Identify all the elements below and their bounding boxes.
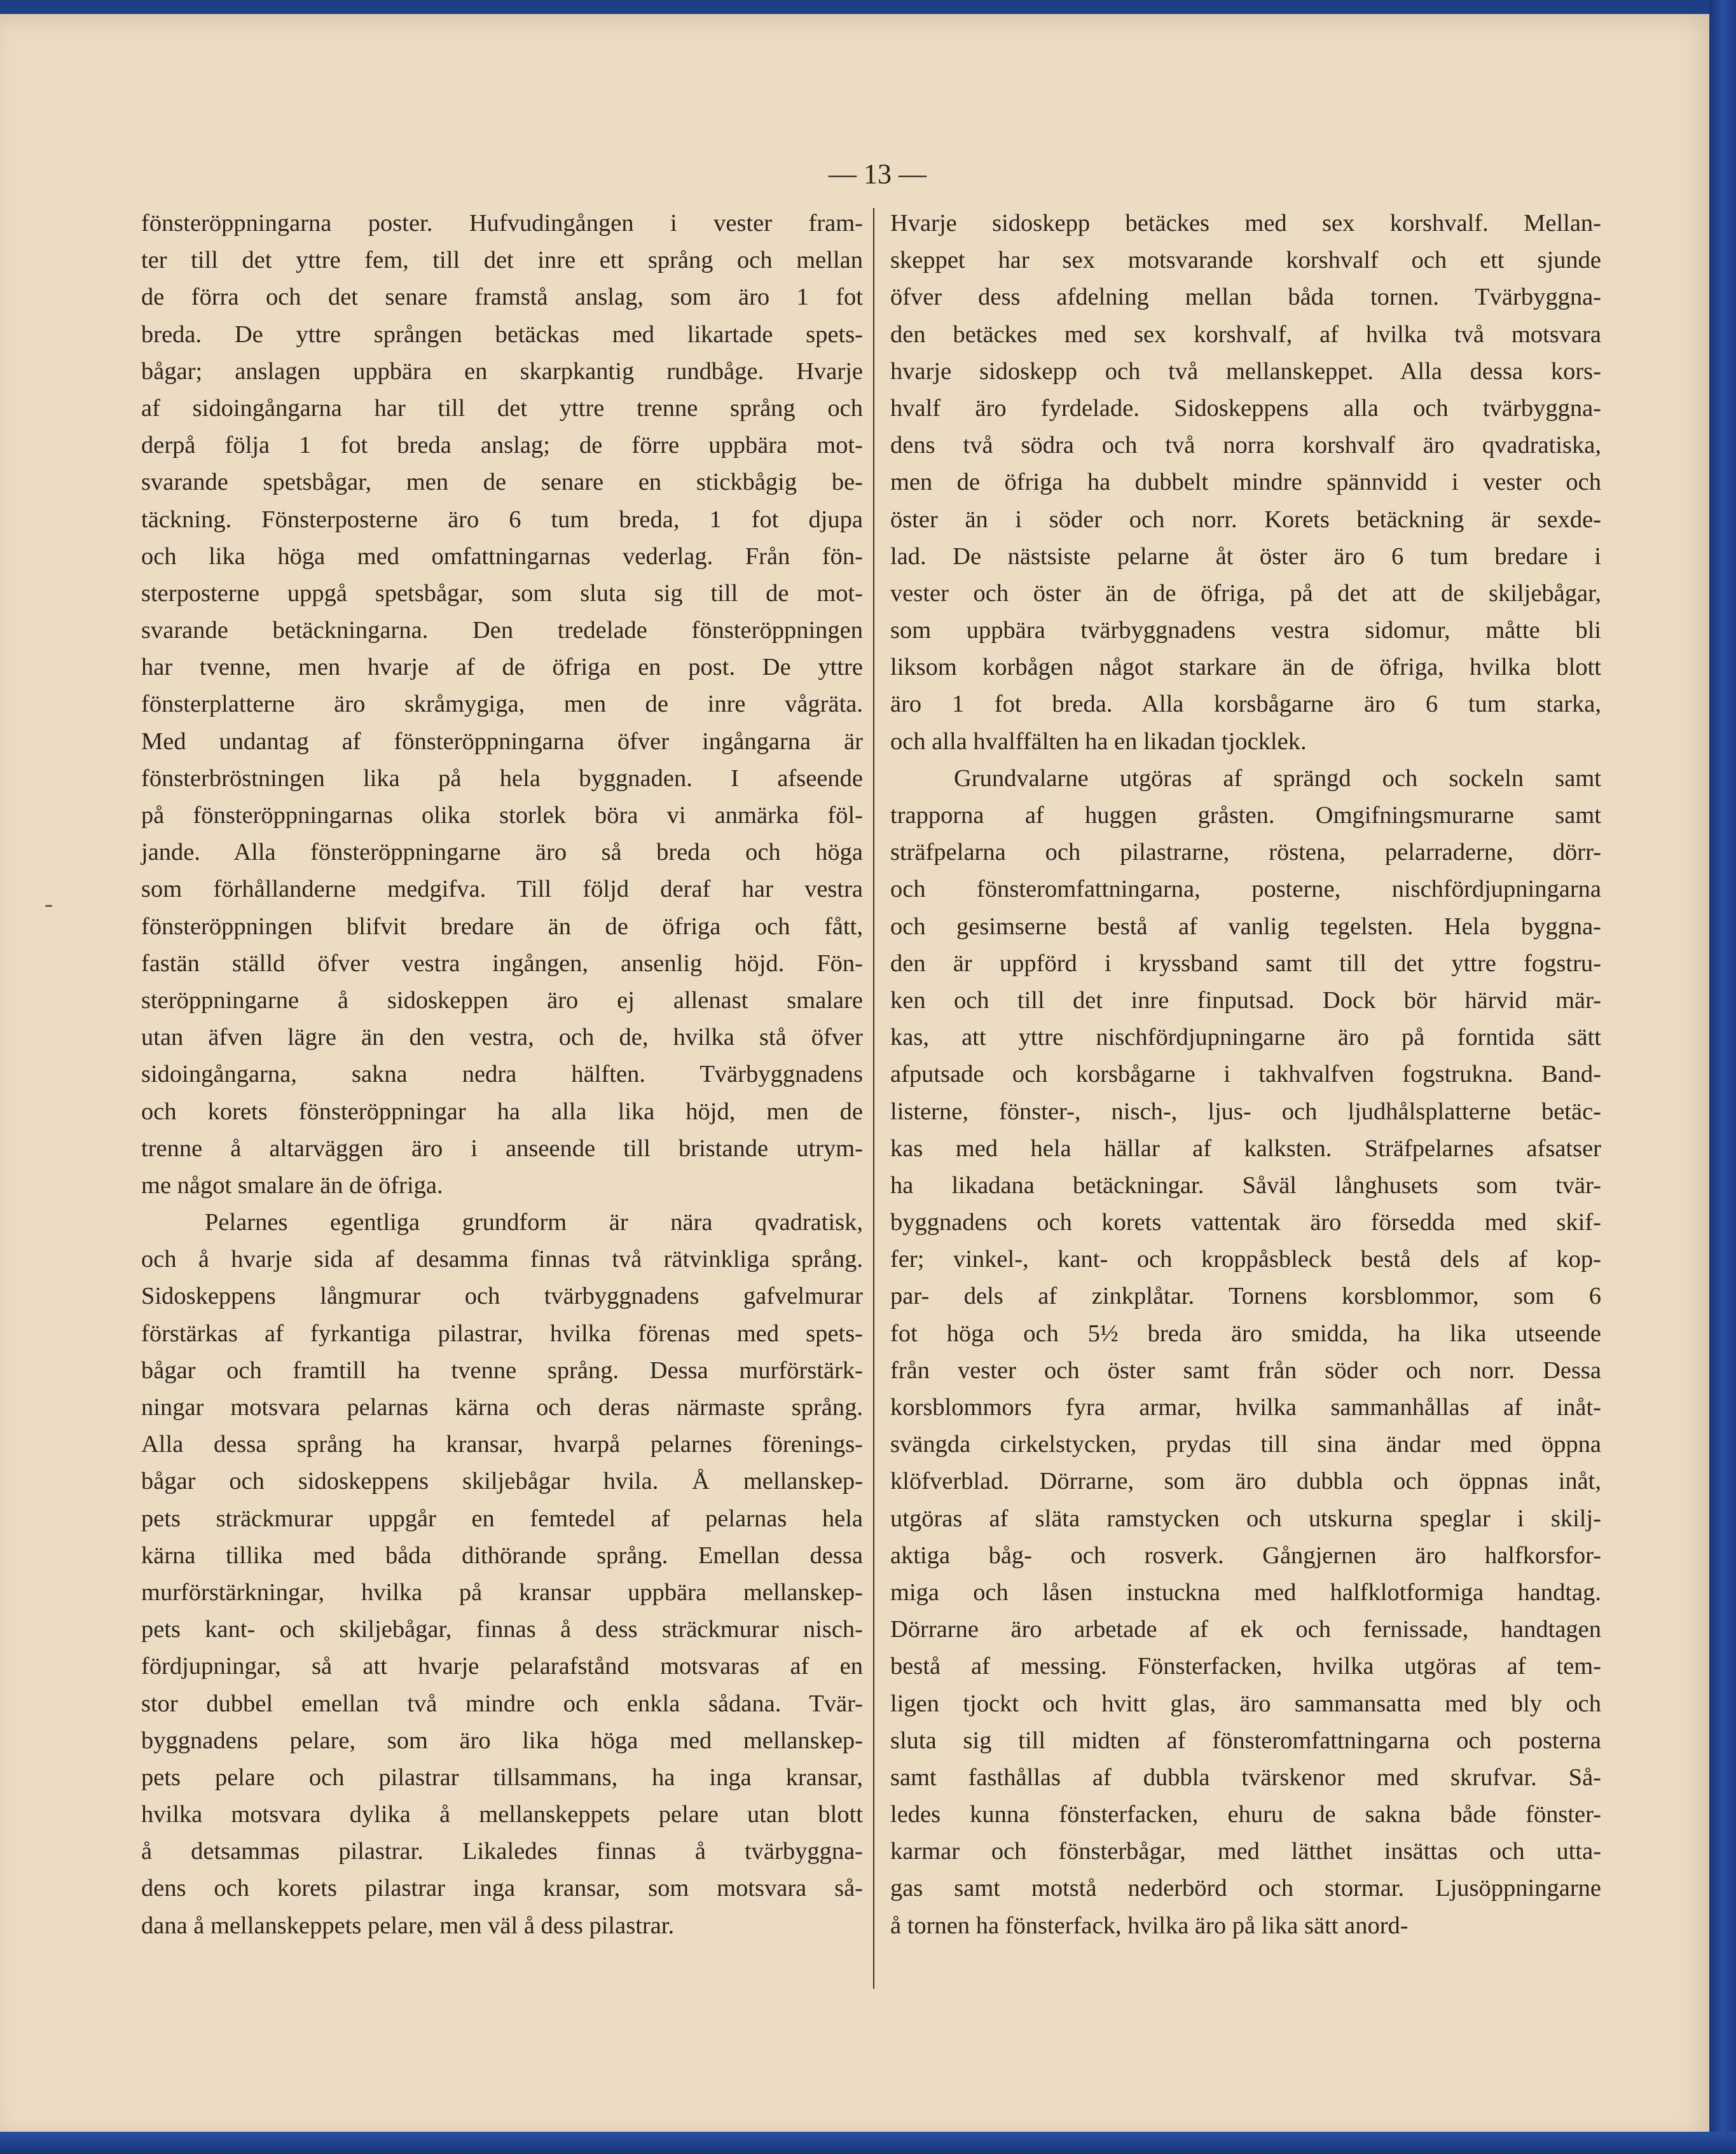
text-line: å tornen ha fönsterfack, hvilka äro på lika sätt anord- (890, 1912, 1409, 1939)
text-line: steröppningarne å sidoskeppen äro ej allenast smalare (141, 986, 863, 1014)
text-line: som förhållanderne medgifva. Till följd deraf har vestra (141, 876, 863, 903)
text-line: och alla hvalffälten ha en likadan tjocklek. (890, 728, 1307, 755)
text-line: skeppet har sex motsvarande korshvalf och ett sjunde (890, 247, 1601, 274)
text-line: ledes kunna fönsterfacken, ehuru de sakna både fönster- (890, 1801, 1601, 1828)
text-line: öster än i söder och norr. Korets betäckning är sexde- (890, 506, 1601, 533)
text-line: fönsteröppningarna poster. Hufvudingången i vester fram- (141, 210, 863, 237)
text-line: ter till det yttre fem, till det inre ett språng och mellan (141, 247, 863, 274)
text-line: par- dels af zinkplåtar. Tornens korsblommor, som 6 (890, 1283, 1601, 1310)
text-line: sluta sig till midten af fönsteromfattningarna och posterna (890, 1727, 1601, 1754)
text-line: dens två södra och två norra korshvalf äro qvadratiska, (890, 432, 1601, 459)
text-line: och korets fönsteröppningar ha alla lika höjd, men de (141, 1098, 863, 1125)
text-line: förstärkas af fyrkantiga pilastrar, hvilka förenas med spets- (141, 1320, 863, 1347)
right-column-paragraph (890, 205, 1601, 760)
text-line: korsblommors fyra armar, hvilka sammanhållas af inåt- (890, 1394, 1601, 1421)
text-line: äro 1 fot breda. Alla korsbågarne äro 6 tum starka, (890, 691, 1601, 718)
text-line: fot höga och 5½ breda äro smidda, ha lika utseende (890, 1320, 1601, 1347)
text-line: Pelarnes egentliga grundform är nära qvadratisk, (205, 1209, 863, 1236)
text-line: murförstärkningar, hvilka på kransar uppbära mellanskep- (141, 1578, 863, 1606)
text-line: svarande spetsbågar, men de senare en stickbågig be- (141, 469, 863, 496)
text-line: Med undantag af fönsteröppningarna öfver ingångarna är (141, 728, 863, 755)
text-line: Hvarje sidoskepp betäckes med sex korshvalf. Mellan- (890, 210, 1601, 237)
text-line: kas, att yttre nischfördjupningarne äro på forntida sätt (890, 1024, 1601, 1051)
text-line: kas med hela hällar af kalksten. Sträfpelarnes afsatser (890, 1135, 1601, 1162)
margin-mark: - (45, 889, 53, 918)
text-line: bågar och framtill ha tvenne språng. Dessa murförstärk- (141, 1357, 863, 1384)
page-number: — 13 — (829, 158, 927, 190)
text-line: och gesimserne bestå af vanlig tegelsten. Hela byggna- (890, 913, 1601, 940)
text-line: karmar och fönsterbågar, med lätthet insättas och utta- (890, 1838, 1601, 1865)
text-line: ligen tjockt och hvitt glas, äro sammansatta med bly och (890, 1690, 1601, 1717)
text-line: på fönsteröppningarnas olika storlek böra vi anmärka föl- (141, 802, 863, 829)
text-line: bågar och sidoskeppens skiljebågar hvila. Å mellanskep- (141, 1468, 863, 1495)
text-line: och fönsteromfattningarna, posterne, nischfördjupningarna (890, 876, 1601, 903)
text-line: pets sträckmurar uppgår en femtedel af pelarnas hela (141, 1505, 863, 1532)
text-line: och lika höga med omfattningarnas vederlag. Från fön- (141, 542, 863, 570)
text-line: den är uppförd i kryssband samt till det yttre fogstru- (890, 949, 1601, 977)
text-line: de förra och det senare framstå anslag, som äro 1 fot (141, 284, 863, 311)
text-line: liksom korbågen något starkare än de öfriga, hvilka blott (890, 654, 1601, 681)
text-line: aktiga båg- och rosverk. Gångjernen äro halfkorsfor- (890, 1542, 1601, 1569)
text-line: Alla dessa språng ha kransar, hvarpå pelarnes förenings- (141, 1431, 863, 1458)
text-line: byggnadens pelare, som äro lika höga med mellanskep- (141, 1727, 863, 1754)
text-line: fördjupningar, så att hvarje pelarafstånd motsvaras af en (141, 1653, 863, 1680)
text-line: listerne, fönster-, nisch-, ljus- och ljudhålsplatterne betäc- (890, 1098, 1601, 1125)
text-line: stor dubbel emellan två mindre och enkla sådana. Tvär- (141, 1690, 863, 1717)
text-line: trenne å altarväggen äro i anseende till bristande utrym- (141, 1135, 863, 1162)
binding-edge-right (1709, 0, 1736, 2154)
text-line: hvilka motsvara dylika å mellanskeppets pelare utan blott (141, 1801, 863, 1828)
text-line: har tvenne, men hvarje af de öfriga en post. De yttre (141, 654, 863, 681)
right-column-paragraph (890, 760, 1601, 1944)
text-line: sterposterne uppgå spetsbågar, som sluta sig till de mot- (141, 579, 863, 607)
left-column-paragraph (141, 205, 863, 1204)
text-line: ken och till det inre finputsad. Dock bör härvid mär- (890, 986, 1601, 1014)
text-line: fer; vinkel-, kant- och kroppåsbleck bestå dels af kop- (890, 1246, 1601, 1273)
text-line: sidoingångarna, sakna nedra hälften. Tvärbyggnadens (141, 1061, 863, 1088)
text-line: utan äfven lägre än den vestra, och de, hvilka stå öfver (141, 1024, 863, 1051)
text-line: klöfverblad. Dörrarne, som äro dubbla och öppnas inåt, (890, 1468, 1601, 1495)
text-line: sträfpelarna och pilastrarne, röstena, pelarraderne, dörr- (890, 839, 1601, 866)
text-line: pets pelare och pilastrar tillsammans, ha inga kransar, (141, 1764, 863, 1791)
text-line: hvalf äro fyrdelade. Sidoskeppens alla och tvärbyggna- (890, 394, 1601, 422)
text-line: kärna tillika med båda dithörande språng. Emellan dessa (141, 1542, 863, 1569)
text-line: afputsade och korsbågarne i takhvalfven fogstrukna. Band- (890, 1061, 1601, 1088)
text-line: svängda cirkelstycken, prydas till sina ändar med öppna (890, 1431, 1601, 1458)
text-line: derpå följa 1 fot breda anslag; de förre uppbära mot- (141, 432, 863, 459)
column-divider (873, 208, 874, 1989)
text-line: ningar motsvara pelarnas kärna och deras närmaste språng. (141, 1394, 863, 1421)
text-line: gas samt motstå nederbörd och stormar. Ljusöppningarne (890, 1875, 1601, 1902)
right-column (890, 205, 1601, 1944)
text-line: och å hvarje sida af desamma finnas två rätvinkliga språng. (141, 1246, 863, 1273)
text-line: Dörrarne äro arbetade af ek och fernissade, handtagen (890, 1616, 1601, 1643)
text-line: jande. Alla fönsteröppningarne äro så breda och höga (141, 839, 863, 866)
text-line: af sidoingångarna har till det yttre trenne språng och (141, 394, 863, 422)
text-line: pets kant- och skiljebågar, finnas å dess sträckmurar nisch- (141, 1616, 863, 1643)
text-line: breda. De yttre sprången betäckas med likartade spets- (141, 321, 863, 348)
text-line: trapporna af huggen gråsten. Omgifningsmurarne samt (890, 802, 1601, 829)
text-line: bågar; anslagen uppbära en skarpkantig rundbåge. Hvarje (141, 357, 863, 385)
text-line: ha likadana betäckningar. Såväl långhusets som tvär- (890, 1171, 1601, 1199)
text-line: å detsammas pilastrar. Likaledes finnas å tvärbyggna- (141, 1838, 863, 1865)
text-line: lad. De nästsiste pelarne åt öster äro 6 tum bredare i (890, 542, 1601, 570)
text-line: bestå af messing. Fönsterfacken, hvilka utgöras af tem- (890, 1653, 1601, 1680)
text-line: öfver dess afdelning mellan båda tornen. Tvärbyggna- (890, 284, 1601, 311)
text-line: miga och låsen instuckna med halfklotformiga handtag. (890, 1578, 1601, 1606)
text-line: som uppbära tvärbyggnadens vestra sidomur, måtte bli (890, 617, 1601, 644)
text-line: Sidoskeppens långmurar och tvärbyggnadens gafvelmurar (141, 1283, 863, 1310)
binding-edge-bottom (0, 2132, 1736, 2154)
text-line: den betäckes med sex korshvalf, af hvilka två motsvara (890, 321, 1601, 348)
text-line: utgöras af släta ramstycken och utskurna speglar i skilj- (890, 1505, 1601, 1532)
text-line: dana å mellanskeppets pelare, men väl å dess pilastrar. (141, 1912, 675, 1939)
text-line: Grundvalarne utgöras af sprängd och sockeln samt (954, 764, 1601, 792)
text-line: byggnadens och korets vattentak äro försedda med skif- (890, 1209, 1601, 1236)
text-line: samt fasthållas af dubbla tvärskenor med skrufvar. Så- (890, 1764, 1601, 1791)
text-line: från vester och öster samt från söder och norr. Dessa (890, 1357, 1601, 1384)
text-line: fastän ställd öfver vestra ingången, ansenlig höjd. Fön- (141, 949, 863, 977)
text-line: fönsterbröstningen lika på hela byggnaden. I afseende (141, 764, 863, 792)
text-line: men de öfriga ha dubbelt mindre spännvidd i vester och (890, 469, 1601, 496)
text-line: täckning. Fönsterposterne äro 6 tum breda, 1 fot djupa (141, 506, 863, 533)
book-page (0, 14, 1709, 2132)
left-column (141, 205, 863, 1944)
text-line: dens och korets pilastrar inga kransar, som motsvara så- (141, 1875, 863, 1902)
text-line: svarande betäckningarna. Den tredelade fönsteröppningen (141, 617, 863, 644)
text-line: me något smalare än de öfriga. (141, 1171, 443, 1199)
left-column-paragraph (141, 1204, 863, 1944)
text-line: hvarje sidoskepp och två mellanskeppet. Alla dessa kors- (890, 357, 1601, 385)
text-line: fönsterplatterne äro skråmygiga, men de inre vågräta. (141, 691, 863, 718)
text-line: fönsteröppningen blifvit bredare än de öfriga och fått, (141, 913, 863, 940)
text-line: vester och öster än de öfriga, på det att de skiljebågar, (890, 579, 1601, 607)
